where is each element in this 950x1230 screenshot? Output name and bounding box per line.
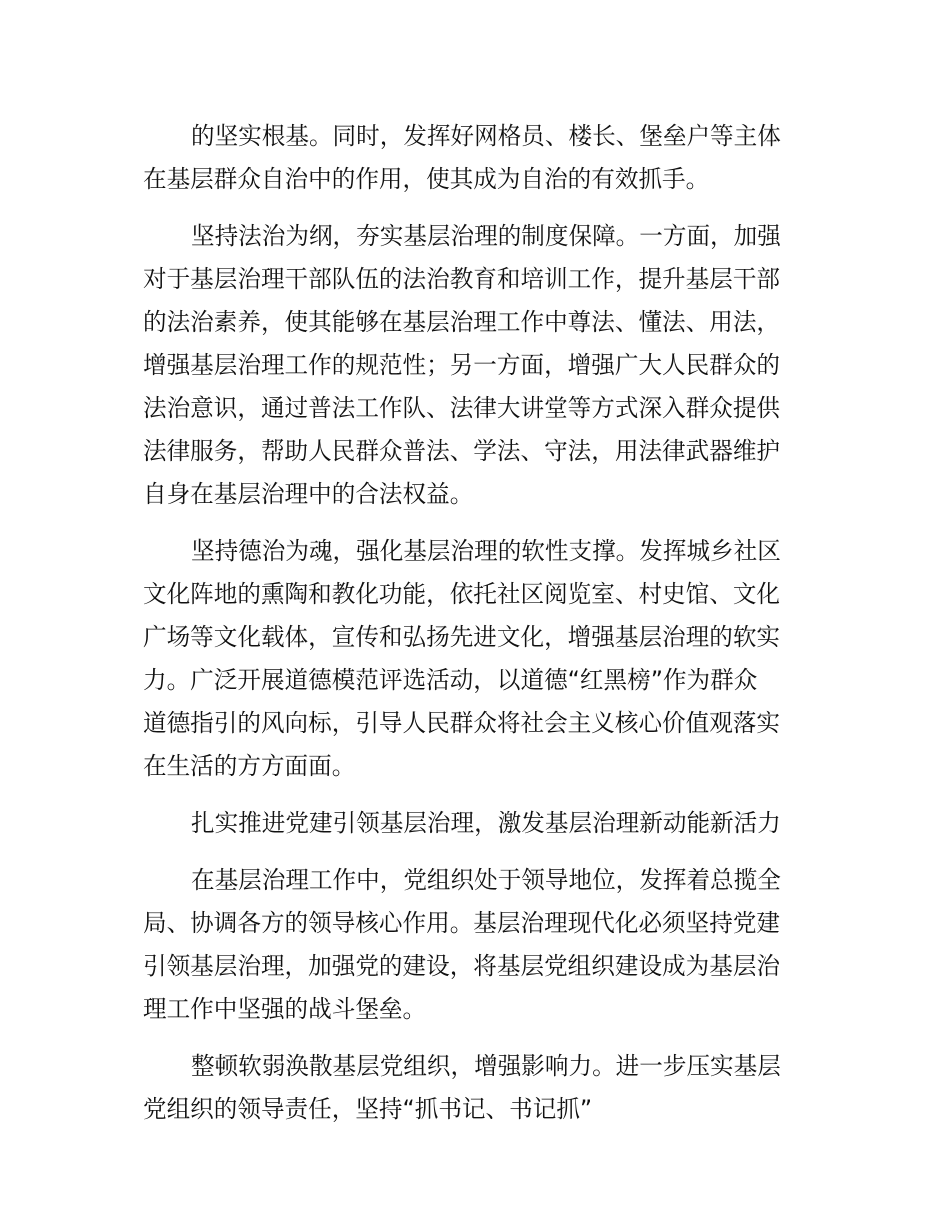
paragraph (143, 530, 813, 788)
text-line: 理工作中坚强的战斗堡垒。 (143, 995, 427, 1023)
text-line: 文化阵地的熏陶和教化功能，依托社区阅览室、村史馆、文化 (143, 580, 781, 608)
text-line: 局、协调各方的领导核心作用。基层治理现代化必须坚持党建 (143, 909, 781, 937)
text-line: 在基层治理工作中，党组织处于领导地位，发挥着总揽全 (191, 866, 781, 894)
text-line: 法律服务，帮助人民群众普法、学法、守法，用法律武器维护 (143, 437, 781, 465)
text-line: 广场等文化载体，宣传和弘扬先进文化，增强基层治理的软实 (143, 623, 781, 651)
text-line: 坚持德治为魂，强化基层治理的软性支撑。发挥城乡社区 (191, 537, 781, 565)
text-line: 整顿软弱涣散基层党组织，增强影响力。进一步压实基层 (191, 1052, 781, 1080)
text-line: 自身在基层治理中的合法权益。 (143, 480, 474, 508)
text-line: 扎实推进党建引领基层治理，激发基层治理新动能新活力 (191, 809, 781, 837)
text-line: 的法治素养，使其能够在基层治理工作中尊法、懂法、用法， (143, 308, 781, 336)
text-line: 引领基层治理，加强党的建设，将基层党组织建设成为基层治 (143, 952, 781, 980)
text-line: 的坚实根基。同时，发挥好网格员、楼长、堡垒户等主体 (191, 122, 781, 150)
text-line: 法治意识，通过普法工作队、法律大讲堂等方式深入群众提供 (143, 394, 781, 422)
paragraph (143, 859, 813, 1031)
text-line: 增强基层治理工作的规范性；另一方面，增强广大人民群众的 (143, 351, 781, 379)
paragraph (143, 115, 813, 201)
text-line: 道德指引的风向标，引导人民群众将社会主义核心价值观落实 (143, 709, 781, 737)
text-line: 党组织的领导责任，坚持“抓书记、书记抓” (143, 1095, 593, 1123)
paragraph (143, 215, 813, 516)
text-line: 在基层群众自治中的作用，使其成为自治的有效抓手。 (143, 165, 710, 193)
paragraph (143, 802, 813, 845)
text-line: 对于基层治理干部队伍的法治教育和培训工作，提升基层干部 (143, 265, 781, 293)
text-line: 坚持法治为纲，夯实基层治理的制度保障。一方面，加强 (191, 222, 781, 250)
document-page (143, 115, 813, 1145)
text-line: 在生活的方方面面。 (143, 752, 356, 780)
paragraph (143, 1045, 813, 1131)
text-line: 力。广泛开展道德模范评选活动，以道德“红黑榜”作为群众 (143, 666, 758, 694)
